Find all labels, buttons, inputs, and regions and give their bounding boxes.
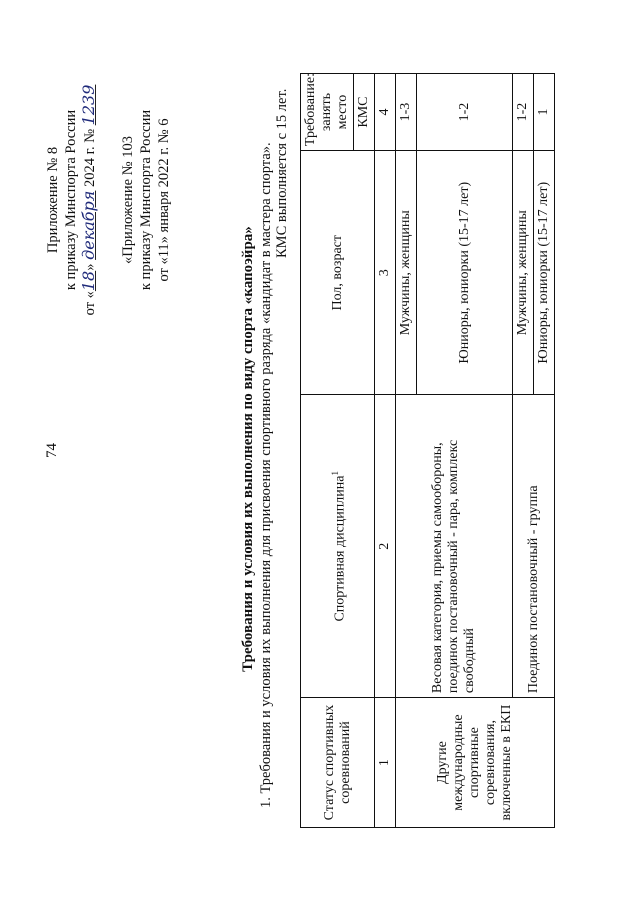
column-number: 3 [375, 151, 396, 395]
sex-age-cell: Юниоры, юниорки (15-17 лет) [534, 151, 555, 395]
table-row [396, 74, 417, 828]
sex-age-cell: Мужчины, женщины [396, 151, 417, 395]
section-heading: 1. Требования и условия их выполнения для присвоения спортивного разряда «кандидат в мастера спорта». [258, 142, 274, 808]
header-status: Статус спортивных соревнований [301, 698, 375, 828]
handwritten-day: 18 [79, 270, 98, 292]
place-cell: 1-2 [513, 74, 534, 151]
discipline-cell: Весовая категория, приемы самообороны, поединок постановочный - пара, комплекс свободный [396, 395, 513, 698]
header-rank: КМС [354, 74, 375, 151]
appendix-order: к приказу Минспорта России [63, 109, 79, 291]
appendix-title: Приложение № 8 [45, 146, 61, 254]
requirements-table [300, 73, 555, 828]
appendix-block [44, 60, 173, 340]
sex-age-cell: Мужчины, женщины [513, 151, 534, 395]
place-cell: 1-3 [396, 74, 417, 151]
sex-age-cell: Юниоры, юниорки (15-17 лет) [417, 151, 513, 395]
prior-appendix-order: к приказу Минспорта России [138, 109, 154, 291]
column-number: 2 [375, 395, 396, 698]
document-title: Требования и условия их выполнения по виду спорта «капоэйра» [240, 226, 256, 672]
table-header-row [301, 74, 354, 828]
handwritten-month: декабря [79, 190, 98, 260]
header-sex-age: Пол, возраст [301, 151, 375, 395]
kms-note: КМС выполняется с 15 лет. [274, 88, 290, 258]
prior-appendix-title: «Приложение № 103 [120, 136, 136, 264]
place-cell: 1 [534, 74, 555, 151]
place-cell: 1-2 [417, 74, 513, 151]
appendix-date-line: от «18» декабря 2024 г. № 1239 [79, 84, 98, 316]
discipline-cell: Поединок постановочный - группа [513, 395, 555, 698]
handwritten-number: 1239 [79, 84, 98, 126]
header-requirement: Требование: занять место [301, 74, 354, 151]
column-number: 4 [375, 74, 396, 151]
prior-appendix-date: от «11» января 2022 г. № 6 [156, 118, 172, 282]
column-number: 1 [375, 698, 396, 828]
page-number: 74 [44, 443, 60, 458]
column-number-row [375, 74, 396, 828]
header-discipline: Спортивная дисциплина$^1$ [301, 395, 375, 698]
status-cell: Другие международные спортивные соревнования, включенные в ЕКП [396, 698, 555, 828]
